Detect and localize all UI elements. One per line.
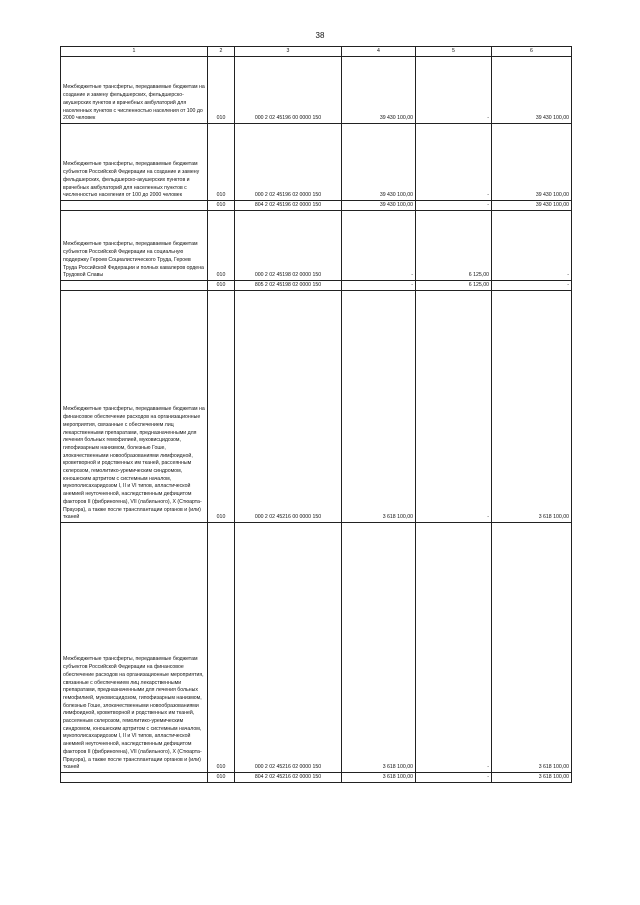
column-header-2: 2 [208,47,235,57]
page-number: 38 [315,31,325,40]
row-value-col4: 39 430 100,00 [342,57,416,124]
row-budget-code: 804 2 02 45196 02 0000 150 [235,201,342,211]
row-line-code: 010 [208,291,235,523]
row-value-col6: - [492,281,572,291]
table-row [61,523,572,773]
row-value-col6: - [492,211,572,281]
row-value-col5: - [416,201,492,211]
row-value-col5: - [416,124,492,201]
row-budget-code: 000 2 02 45196 02 0000 150 [235,124,342,201]
column-header-1: 1 [61,47,208,57]
table-row [61,57,572,124]
row-value-col6: 39 430 100,00 [492,57,572,124]
row-budget-code: 804 2 02 45216 02 0000 150 [235,773,342,783]
row-value-col4: 39 430 100,00 [342,124,416,201]
row-value-col6: 3 618 100,00 [492,773,572,783]
table-row [61,211,572,281]
row-budget-code: 000 2 02 45216 02 0000 150 [235,523,342,773]
row-description: Межбюджетные трансферты, передаваемые бюджетам субъектов Российской Федерации на создание и замену фельдшерских, фельдшерско-акушерских пунктов и врачебных амбулаторий для населенных пунктов с численностью населения от 100 до 2000 человек [61,124,208,201]
row-description [61,201,208,211]
row-description: Межбюджетные трансферты, передаваемые бюджетам субъектов Российской Федерации на финансовое обеспечение расходов на организационные мероприятия, связанные с обеспечением лиц лекарственными препаратами, предназначенными для лечения больных гемофилией, муковисцидозом, гипофизарным нанизмом, болезнью Гоше, злокачественными новообразованиями лимфоидной, кроветворной и родственных им тканей, рассеянным склерозом, гемолитико-уремическим синдромом, юношеским артритом с системным началом, мукополисахаридозом I, II и VI типов, апластической анемией неуточненной, наследственным дефицитом факторов II (фибриногена), VII (лабильного), X (Стюарта-Прауэра), а также после трансплантации органов и (или) тканей [61,523,208,773]
column-header-5: 5 [416,47,492,57]
row-budget-code: 000 2 02 45216 00 0000 150 [235,291,342,523]
row-value-col5: 6 125,00 [416,211,492,281]
row-line-code: 010 [208,773,235,783]
row-value-col6: 39 430 100,00 [492,201,572,211]
row-budget-code: 000 2 02 45196 00 0000 150 [235,57,342,124]
row-value-col6: 3 618 100,00 [492,291,572,523]
row-value-col6: 3 618 100,00 [492,523,572,773]
budget-table [60,46,572,783]
header-row [61,47,572,57]
row-value-col4: 39 430 100,00 [342,201,416,211]
table-row [61,281,572,291]
row-value-col5: - [416,57,492,124]
table-row [61,201,572,211]
row-line-code: 010 [208,523,235,773]
row-description [61,773,208,783]
row-description: Межбюджетные трансферты, передаваемые бюджетам на финансовое обеспечение расходов на организационные мероприятия, связанные с обеспечением лиц лекарственными препаратами, предназначенными для лечения больных гемофилией, муковисцидозом, гипофизарным нанизмом, болезнью Гоше, злокачественными новообразованиями лимфоидной, кроветворной и родственных им тканей, рассеянным склерозом, гемолитико-уремическим синдромом, юношеским артритом с системным началом, мукополисахаридозом I, II и VI типов, апластической анемией неуточненной, наследственным дефицитом факторов II (фибриногена), VII (лабильного), X (Стюарта-Прауэра), а также после трансплантации органов и (или) тканей [61,291,208,523]
column-header-3: 3 [235,47,342,57]
row-budget-code: 000 2 02 45198 02 0000 150 [235,211,342,281]
row-value-col5: 6 125,00 [416,281,492,291]
row-value-col4: - [342,211,416,281]
row-description: Межбюджетные трансферты, передаваемые бюджетам субъектов Российской Федерации на социальную поддержку Героев Социалистического Труда, Героев Труда Российской Федерации и полных кавалеров ордена Трудовой Славы [61,211,208,281]
table-row [61,124,572,201]
row-value-col5: - [416,523,492,773]
row-description [61,281,208,291]
row-value-col4: - [342,281,416,291]
row-description: Межбюджетные трансферты, передаваемые бюджетам на создание и замену фельдшерских, фельдшерско-акушерских пунктов и врачебных амбулаторий для населенных пунктов с численностью населения от 100 до 2000 человек [61,57,208,124]
table-row [61,291,572,523]
column-header-4: 4 [342,47,416,57]
row-line-code: 010 [208,124,235,201]
row-value-col4: 3 618 100,00 [342,773,416,783]
column-header-6: 6 [492,47,572,57]
row-budget-code: 805 2 02 45198 02 0000 150 [235,281,342,291]
row-value-col4: 3 618 100,00 [342,291,416,523]
row-line-code: 010 [208,281,235,291]
row-line-code: 010 [208,201,235,211]
row-line-code: 010 [208,211,235,281]
table-row [61,773,572,783]
row-value-col6: 39 430 100,00 [492,124,572,201]
row-value-col5: - [416,773,492,783]
row-value-col5: - [416,291,492,523]
row-value-col4: 3 618 100,00 [342,523,416,773]
row-line-code: 010 [208,57,235,124]
